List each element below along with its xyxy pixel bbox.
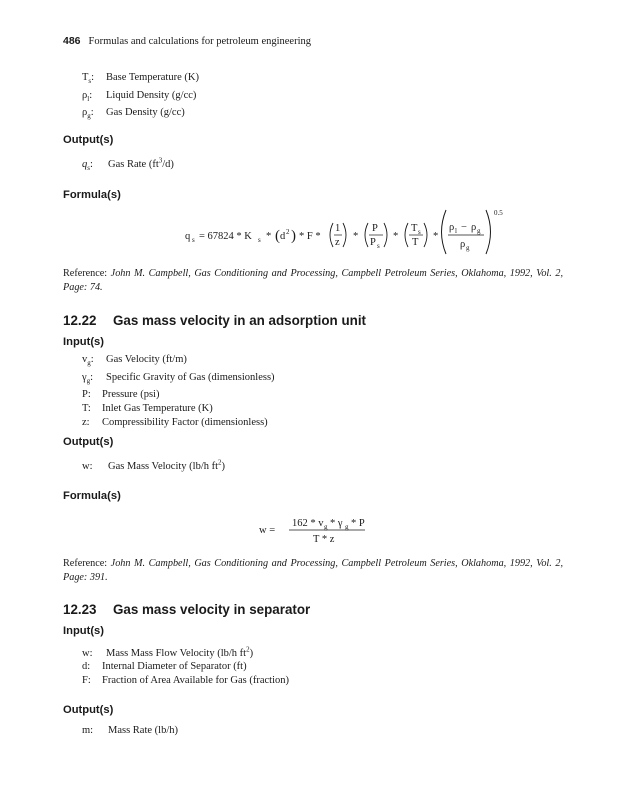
input-description: Liquid Density (g/cc) xyxy=(106,89,197,101)
mult-star: * xyxy=(353,231,359,242)
output-heading: Output(s) xyxy=(63,134,114,146)
input-description: Base Temperature (K) xyxy=(106,72,199,83)
page-number: 486 xyxy=(63,35,81,47)
output-description: Gas Rate $(ft^3/d)$ xyxy=(108,156,174,170)
rho-g: ρ xyxy=(471,222,477,233)
mult-star: * xyxy=(433,231,439,242)
rho-l: ρ xyxy=(449,222,455,233)
formula-den: T * z xyxy=(313,534,335,545)
frac-den: z xyxy=(335,237,340,248)
frac-num: P xyxy=(372,223,378,234)
reference: Reference: John M. Campbell, Gas Conditioning and Processing, Campbell Petroleum Series, Oklahoma, 1992, Vol. 2, Page: 74. xyxy=(63,268,563,293)
formula-num-part: 162 * v xyxy=(292,518,324,529)
input-description: Gas Velocity (ft/m) xyxy=(106,354,187,365)
input-row: $T_s$: Base Temperature (K) xyxy=(82,72,199,86)
frac-den: P xyxy=(370,237,376,248)
bracket-left xyxy=(405,223,408,247)
reference-citation: John M. Campbell, Gas Conditioning and Processing, Campbell Petroleum Series, Oklahoma, 1992, Vol. 2, Page: 391. xyxy=(63,558,563,583)
rho-g-den-sub: g xyxy=(466,244,470,252)
input-row: z: Compressibility Factor (dimensionless) xyxy=(82,416,268,428)
formula-num-sub: g xyxy=(345,523,349,531)
section-heading xyxy=(63,602,310,617)
output-heading: Output(s) xyxy=(63,436,114,448)
exponent: 0.5 xyxy=(494,209,503,217)
input-heading: Input(s) xyxy=(63,625,105,637)
section-heading xyxy=(63,313,366,328)
input-row: $\gamma_g$: Specific Gravity of Gas (dimensionless) xyxy=(82,371,275,385)
frac-den: T xyxy=(412,237,419,248)
frac-den-sub: s xyxy=(377,242,380,250)
reference-citation: John M. Campbell, Gas Conditioning and Processing, Campbell Petroleum Series, Oklahoma, 1992, Vol. 2, Page: 74. xyxy=(63,268,563,293)
running-head xyxy=(63,35,311,47)
formula-num-sub: g xyxy=(324,523,328,531)
output-list xyxy=(82,724,178,738)
section-title: Gas mass velocity in an adsorption unit xyxy=(113,313,366,328)
bracket-left xyxy=(442,210,447,254)
rho-l-sub: l xyxy=(455,227,457,235)
input-row: P: Pressure (psi) xyxy=(82,389,160,401)
frac-num: T xyxy=(411,223,418,234)
running-head-title: Formulas and calculations for petroleum engineering xyxy=(88,36,312,47)
gas-mass-velocity-formula xyxy=(255,512,385,550)
bracket-left xyxy=(330,223,333,247)
input-description: Gas Density (g/cc) xyxy=(106,107,185,119)
input-row: F: Fraction of Area Available for Gas (fraction) xyxy=(82,674,289,686)
output-row: w: Gas Mass Velocity (lb/h $ft^2$) xyxy=(82,458,226,472)
formula-num-part: * P xyxy=(351,518,365,529)
rho-g-sub: g xyxy=(477,227,481,235)
density-ratio-term xyxy=(438,206,558,260)
input-list xyxy=(82,353,275,429)
formula-lhs-sub: s xyxy=(192,236,195,244)
input-description: Internal Diameter of Separator (ft) xyxy=(102,661,247,673)
formula-num-part: * γ xyxy=(330,518,343,529)
input-description: Inlet Gas Temperature (K) xyxy=(102,402,213,414)
input-description: Compressibility Factor (dimensionless) xyxy=(102,416,268,428)
formula-lhs: q xyxy=(185,231,191,242)
formula-d-sup: 2 xyxy=(286,228,290,236)
input-row: d: Internal Diameter of Separator (ft) xyxy=(82,661,247,673)
bracket-right xyxy=(424,223,427,247)
output-row: $q_s$: Gas Rate $(ft^3/d)$ xyxy=(82,156,174,172)
formula-star: * xyxy=(266,231,272,242)
paren-right: ) xyxy=(291,228,296,244)
output-row: m: Mass Rate (lb/h) xyxy=(82,725,178,736)
output-list xyxy=(82,154,174,175)
reference: Reference: John M. Campbell, Gas Conditioning and Processing, Campbell Petroleum Series, Oklahoma, 1992, Vol. 2, Page: 391. xyxy=(63,558,563,583)
frac-num: 1 xyxy=(335,223,341,234)
formula-k-sub: s xyxy=(258,236,261,244)
formula-d: d xyxy=(280,231,286,242)
output-description: Gas Mass Velocity (lb/h $ft^2$) xyxy=(108,458,226,472)
bracket-right xyxy=(343,223,346,247)
formula-lhs: w = xyxy=(259,525,276,536)
input-description: Pressure (psi) xyxy=(102,389,160,401)
formula-eq: = 67824 * K xyxy=(199,231,252,242)
formula-heading: Formula(s) xyxy=(63,189,121,201)
input-row: $\rho_l$: Liquid Density (g/cc) xyxy=(82,89,197,103)
output-list xyxy=(82,456,225,473)
input-row: w: Mass Mass Flow Velocity (lb/h $ft^2$) xyxy=(82,645,254,659)
input-description: Fraction of Area Available for Gas (fraction) xyxy=(102,674,289,686)
bracket-right xyxy=(384,223,387,247)
section-number: 12.23 xyxy=(63,602,97,617)
section-title: Gas mass velocity in separator xyxy=(113,602,311,617)
output-heading: Output(s) xyxy=(63,704,114,716)
rho-g-den: ρ xyxy=(460,239,466,250)
section-number: 12.22 xyxy=(63,313,97,328)
gas-rate-formula xyxy=(150,210,470,260)
input-description: Specific Gravity of Gas (dimensionless) xyxy=(106,371,275,383)
formula-heading: Formula(s) xyxy=(63,490,121,502)
formula-f: * F * xyxy=(299,231,321,242)
input-row: $v_g$: Gas Velocity (ft/m) xyxy=(82,354,187,368)
frac-num-sub: s xyxy=(418,228,421,236)
top-input-list xyxy=(82,71,199,124)
paren-left: ( xyxy=(275,228,280,244)
output-description: Mass Rate (lb/h) xyxy=(108,725,178,736)
input-row: $\rho_g$: Gas Density (g/cc) xyxy=(82,107,185,121)
minus-sign: − xyxy=(461,222,467,233)
input-heading: Input(s) xyxy=(63,336,105,348)
input-row: T: Inlet Gas Temperature (K) xyxy=(82,402,213,414)
bracket-right xyxy=(486,210,491,254)
input-list xyxy=(82,643,289,687)
mult-star: * xyxy=(393,231,399,242)
bracket-left xyxy=(365,223,368,247)
input-description: Mass Mass Flow Velocity (lb/h $ft^2$) xyxy=(106,645,254,659)
